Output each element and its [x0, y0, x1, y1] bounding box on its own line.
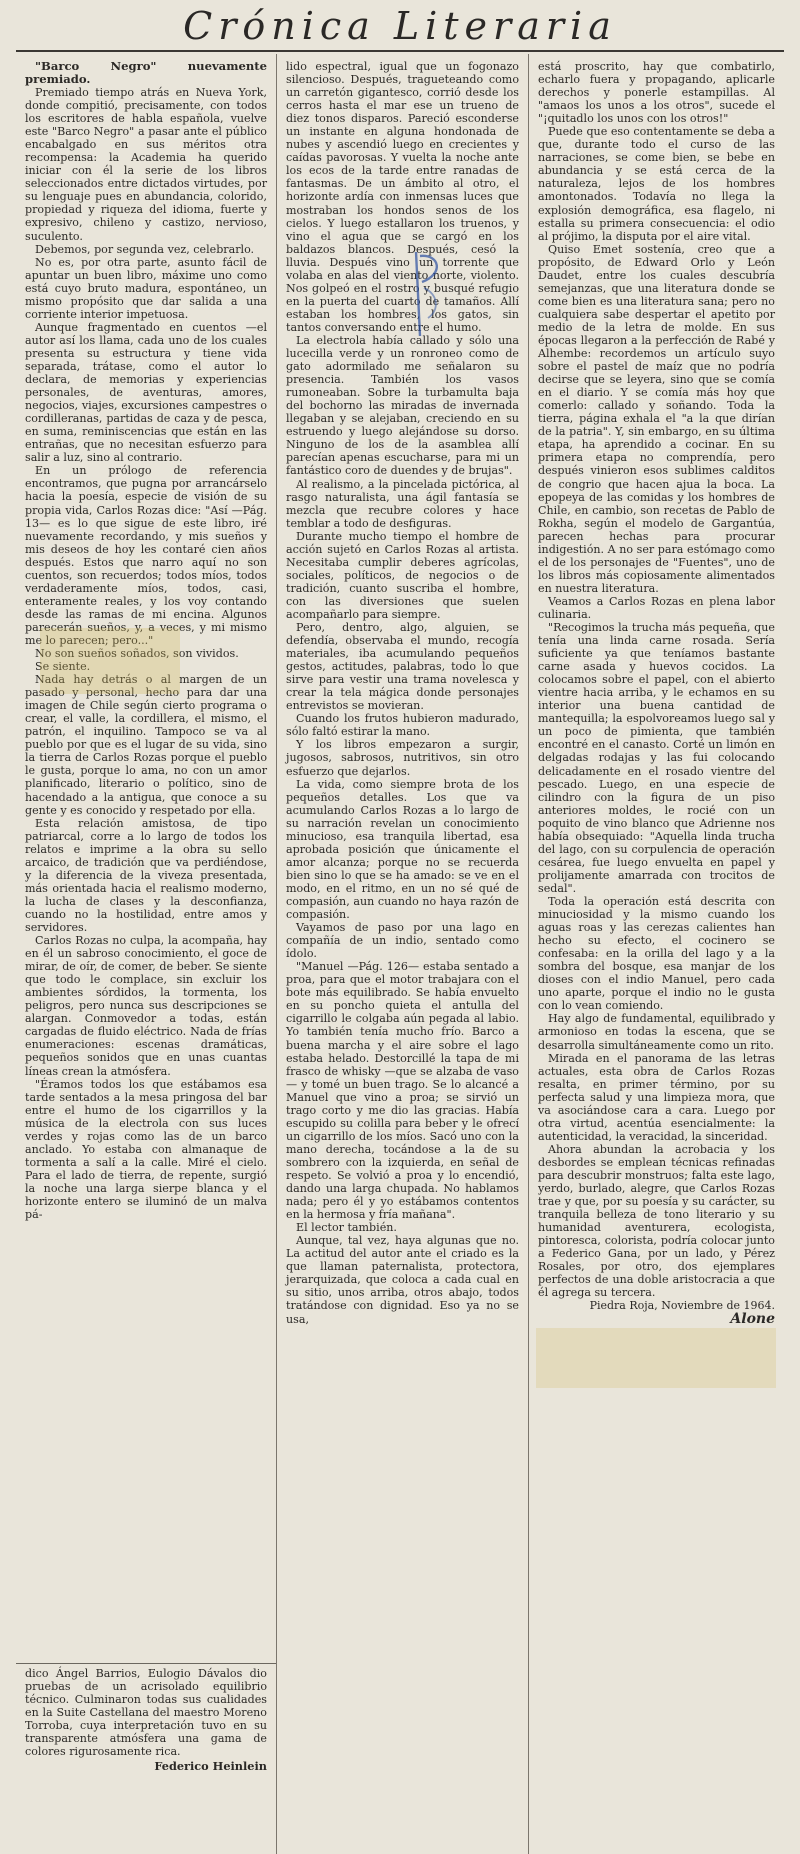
column-1 — [16, 54, 276, 1854]
paragraph: dico Ángel Barrios, Eulogio Dávalos dio pruebas de un acrisolado equilibrio técnico. Culminaron todas sus cualidades en la Suite Castellana del maestro Moreno Torroba, cuya interpretación tuvo en su transparente atmósfera una gama de colores rigurosamente rica. — [25, 1667, 267, 1759]
paragraph: "Recogimos la trucha más pequeña, que tenía una linda carne rosada. Sería suficiente ya que teníamos bastante carne asada y huevos cocidos. La colocamos sobre el papel, con el abierto vientre hacia arriba, y le echamos en su interior una buena cantidad de mantequilla; la espolvoreamos luego sal y un poco de pimienta, que también encontré en el canasto. Corté un limón en delgadas rodajas y las fui colocando delicadamente en el rosado vientre del pescado. Luego, en una especie de cilindro con la figura de un piso anteriores moldes, le rocié con un poquito de vino blanco que Adrienne nos había obsequiado: "Aquella linda trucha del lago, con su corpulencia de operación cesárea, fue luego envuelta en papel y prolijamente amarrada con trocitos de sedal". — [538, 621, 775, 895]
paragraph: Aunque, tal vez, haya algunas que no. La actitud del autor ante el criado es la que llaman paternalista, protectora, jerarquizada, que coloca a cada cual en su sitio, unos arriba, otros abajo, todos tratándose con dignidad. Eso ya no se usa, — [286, 1234, 519, 1326]
paragraph: Durante mucho tiempo el hombre de acción sujetó en Carlos Rozas al artista. Necesitaba cumplir deberes agrícolas, sociales, políticos, de negocios o de tradición, cuanto suscriba el hombre, con las diversiones que suelen acompañarlo para siempre. — [286, 529, 519, 621]
paragraph: El lector también. — [296, 1221, 397, 1235]
paragraph: Premiado tiempo atrás en Nueva York, donde compitió, precisamente, con todos los escritores de habla española, vuelve este "Barco Negro" a pasar ante el público encabalgado en sus méritos otra recompensa: la Academia ha querido iniciar con él la serie de los libros seleccionados entre dictados virtudes, por su lenguaje pues en abundancia, colorido, propiedad y riqueza del idioma, fuerte y expresivo, chileno y castizo, nervioso, suculento. — [25, 86, 267, 243]
paragraph: Aunque fragmentado en cuentos —el autor así los llama, cada uno de los cuales presenta su estructura y tiene vida separada, trátase, como el autor lo declara, de memorias y experiencias personales, de aventuras, amores, negocios, viajes, excursiones campestres o cordilleranas, partidas de caza y de pesca, en suma, reminiscencias que están en las entrañas, que no necesitan esfuerzo para salir a luz, sino al contrario. — [25, 320, 267, 465]
paragraph: Esta relación amistosa, de tipo patriarcal, corre a lo largo de todos los relatos e imprime a la obra su sello arcaico, de tradición que va perdiéndose, y la diferencia de la viveza presentada, más orientada hacia el realismo moderno, la lucha de clases y la desconfianza, cuando no la hostilidad, entre amos y servidores. — [25, 816, 267, 934]
paragraph: Carlos Rozas no culpa, la acompaña, hay en él un sabroso conocimiento, el goce de mirar, de oír, de comer, de beber. Se siente que todo le complace, sin excluir los ambientes sórdidos, la tormenta, los peligros, pero nunca sus descripciones se alargan. Conmovedor a todas, están cargadas de fluido eléctrico. Nada de frías enumeraciones: escenas dramáticas, pequeños sonidos que en unas cuantas líneas crean la atmósfera. — [25, 934, 267, 1078]
paragraph: Debemos, por segunda vez, celebrarlo. — [35, 242, 255, 256]
author-signature: Alone — [730, 1310, 775, 1327]
column-3 — [529, 54, 784, 1854]
paragraph: Vayamos de paso por una lago en compañía de un indio, sentado como ídolo. — [286, 921, 519, 961]
paragraph: La vida, como siempre brota de los pequeños detalles. Los que va acumulando Carlos Rozas a lo largo de su narración revelan un conocimiento minucioso, esa tranquila libertad, esa aprobada posición que únicamente el amor alcanza; porque no se recuerda bien sino lo que se ha amado: se ve en el modo, en el ritmo, en un no sé qué de compasión, aun cuando no haya razón de compasión. — [286, 777, 519, 922]
paragraph: Puede que eso contentamente se deba a que, durante todo el curso de las narraciones, se come bien, se bebe en abundancia y se está cerca de la naturaleza, lejos de los hombres amontonados. Todavía no llega la explosión demográfica, esa flagelo, ni estalla su primera consecuencia: el odio al prójimo, la disputa por el aire vital. — [538, 125, 775, 243]
paragraph: Pero, dentro, algo, alguien, se defendía, observaba el mundo, recogía materiales, iba acumulando pequeños gestos, actitudes, palabras, todo lo que sirve para vestir una trama novelesca y crear la tela mágica donde personajes entrevistos se movieran. — [286, 621, 519, 713]
column-title — [16, 0, 784, 52]
paragraph: No son sueños soñados, son vividos. — [35, 647, 239, 661]
column-separator-line — [16, 1663, 276, 1664]
author-signature: Federico Heinlein — [154, 1759, 267, 1774]
paragraph: Mirada en el panorama de las letras actuales, esta obra de Carlos Rozas resalta, en primer término, por su perfecta salud y una limpieza mora, que va asociándose cara a cara. Luego por otra virtud, acentúa esencialmente: la autenticidad, la veracidad, la sinceridad. — [538, 1051, 775, 1143]
paragraph: Se siente. — [35, 660, 91, 674]
column-title-text: Crónica Literaria — [183, 4, 617, 48]
place-and-date: Piedra Roja, Noviembre de 1964. — [589, 1299, 775, 1313]
article-columns — [16, 54, 784, 1854]
paragraph: En un prólogo de referencia encontramos, que pugna por arrancárselo hacia la poesía, especie de visión de su propia vida, Carlos Rozas dice: "Así —Pág. 13— es lo que sigue de este libro, iré nuevamente recordando, y mis sueños y mis deseos de hoy les contaré cien años después. Estos que narro aquí no son cuentos, son recuerdos; todos míos, todos verdaderamente míos, todos, casi, enteramente reales, y los voy contando desde las ramas de mi encina. Algunos parecerán sueños, y, a veces, y mi mismo me lo parecen; pero..." — [25, 464, 267, 647]
paragraph: lido espectral, igual que un fogonazo silencioso. Después, tragueteando como un carretón gigantesco, corrió desde los cerros hasta el mar ese un trueno de diez tonos disparos. Pareció esconderse un instante en alguna hondonada de nubes y ascendió luego en crecientes y caídas pavorosas. Y vuelta la noche ante los ecos de la tarde entre ranadas de fantasmas. De un ámbito al otro, el horizonte ardía con inmensas luces que mostraban los hondos senos de los cielos. Y luego estallaron los truenos, y vino el agua que se cargó en los baldazos blancos. Después, cesó la lluvia. Después vino un torrente que volaba en alas del viento norte, violento. Nos golpeó en el rostro y busqué refugio en la puerta del cuarto de tamaños. Allí estaban los hombres, los gatos, sin tantos conversando entre el humo. — [286, 60, 519, 334]
paragraph: La electrola había callado y sólo una lucecilla verde y un ronroneo como de gato adormilado me señalaron su presencia. También los vasos rumoneaban. Sobre la turbamulta baja del bochorno las miradas de invernada llegaban y se alejaban, creciendo en su estruendo y luego alejándose su dorso. Ninguno de los de la asamblea allí parecían apenas escucharse, para mi un fantástico coro de duendes y de brujas". — [286, 333, 519, 478]
paragraph: Cuando los frutos hubieron madurado, sólo faltó estirar la mano. — [286, 712, 519, 739]
paragraph: Hay algo de fundamental, equilibrado y armonioso en todas la escena, que se desarrolla simultáneamente como un rito. — [538, 1012, 775, 1052]
paragraph: Ahora abundan la acrobacia y los desbordes se emplean técnicas refinadas para descubrir monstruos; falta este lago, yerdo, burlado, alegre, que Carlos Rozas trae y que, por su poesía y su carácter, su tranquila belleza de tono literario y su humanidad aventurera, ecologista, pintoresca, colorista, podría colocar junto a Federico Gana, por un lado, y Pérez Rosales, por otro, dos ejemplares perfectos de una doble aristocracia a que él agrega su tercera. — [538, 1142, 775, 1300]
paragraph: "Éramos todos los que estábamos esa tarde sentados a la mesa pringosa del bar entre el humo de los cigarrillos y la música de la electrola con sus luces verdes y rojas como las de un barco anclado. Yo estaba con almanaque de tormenta a salí a la calle. Miré el cielo. Para el lado de tierra, de repente, surgió la noche una larga sierpe blanca y el horizonte entero se iluminó de un malva pá- — [25, 1077, 267, 1222]
paragraph: Veamos a Carlos Rozas en plena labor culinaria. — [538, 594, 775, 621]
previous-article-ending — [25, 1667, 267, 1773]
paragraph: Y los libros empezaron a surgir, jugosos, sabrosos, nutritivos, sin otro esfuerzo que dejarlos. — [286, 738, 519, 778]
paragraph: Quiso Emet sostenía, creo que a propósito, de Edward Orlo y León Daudet, entre los cuales descubría semejanzas, que una literatura donde se come bien es una literatura sana; pero no cualquiera sabe despertar el apetito por medio de la letra de molde. En sus épocas llegaron a la perfección de Rabé y Alhembe: recordemos un artículo suyo sobre el pastel de maíz que no podría decirse que se leyera, sino que se comía en el diario. Y se comía más hoy que comerlo: callado y soñando. Toda la tierra, página exhala el "a la que dirían de la patria". Y, sin embargo, en su última etapa, ha aprendido a cocinar. En su primera etapa no comprendía, pero después vinieron esos sublimes calditos de congrio que hacen ajua la boca. La epopeya de las comidas y los hombres de Chile, en cambio, son recetas de Pablo de Rokha, según el modelo de Gargantúa, parecen hechas para procurar indigestión. A no ser para estómago como el de los personajes de "Fuentes", uno de los libros más copiosamente alimentados en nuestra literatura. — [538, 242, 775, 595]
article-subhead: "Barco Negro" nuevamente premiado. — [25, 59, 267, 86]
column-2 — [276, 54, 529, 1854]
paragraph: "Manuel —Pág. 126— estaba sentado a proa, para que el motor trabajara con el bote más equilibrado. Se había envuelto en su poncho quieta el antulla del cigarrillo le colgaba aún pegada al labio. Yo también tenía mucho frío. Barco a buena marcha y el aire sobre el lago estaba helado. Destorcillé la tapa de mi frasco de whisky —que se alzaba de vaso— y tomé un buen trago. Se lo alcancé a Manuel que vino a proa; se sirvió un trago corto y me dio las gracias. Había escupido su colilla para beber y le ofrecí un cigarrillo de los míos. Sacó uno con la mano derecha, tocándose a la de su sombrero con la izquierda, en señal de respeto. Se volvió a proa y lo encendió, dando una larga chupada. No hablamos nada; pero él y yo estábamos contentos en la hermosa y fría mañana". — [286, 960, 519, 1222]
paragraph: Nada hay detrás o al margen de un pasado y personal, hecho para dar una imagen de Chile según cierto programa o crear, el valle, la cordillera, el mismo, el patrón, el inquilino. Tampoco se va al pueblo por que es el lugar de su vida, sino la tierra de Carlos Rozas porque el pueblo le gusta, porque lo ama, no con un amor planificado, literario o político, sino de hacendado a la antigua, que conoce a su gente y es conocido y respetado por ella. — [25, 673, 267, 817]
paragraph: Al realismo, a la pincelada pictórica, al rasgo naturalista, una ágil fantasía se mezcla que recubre colores y hace temblar a todo de desfiguras. — [286, 477, 519, 530]
paragraph: está proscrito, hay que combatirlo, echarlo fuera y propagando, aplicarle derechos y ponerle estampillas. Al "amaos los unos a los otros", sucede el "¡quitadlo los unos con los otros!" — [538, 60, 775, 126]
paragraph: Toda la operación está descrita con minuciosidad y la mismo cuando los aguas roas y las cerezas calientes han hecho su efecto, el cocinero se confesaba: en la orilla del lago y a la sombra del bosque, esa manjar de los dioses con el indio Manuel, pero cada uno aparte, porque el indio no le gusta con lo vean comiendo. — [538, 895, 775, 1013]
paragraph: No es, por otra parte, asunto fácil de apuntar un buen libro, máxime uno como está cuyo bruto madura, espontáneo, un mismo propósito que dar salida a una corriente interior impetuosa. — [25, 255, 267, 321]
